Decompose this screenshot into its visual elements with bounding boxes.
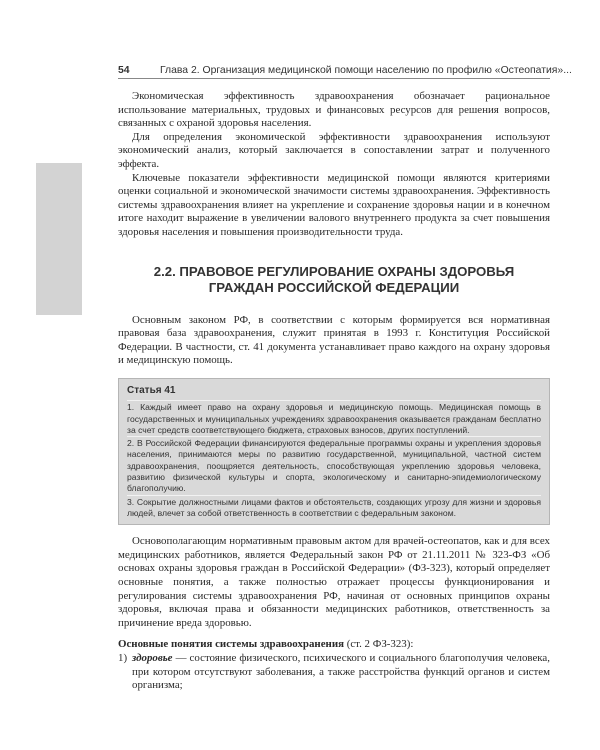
header-rule bbox=[118, 78, 550, 79]
paragraph: Экономическая эффективность здравоохранения обозначает рациональное использование материальных, трудовых и финансовых ресурсов для решения вопросов, связанных с охраной здоровья населения. bbox=[118, 90, 550, 130]
definition-text: — состояние физического, психического и социального благополучия человека, при котором отсутствуют заболевания, а также расстройства функций органов и систем организма; bbox=[132, 651, 550, 692]
article-box-item: 1. Каждый имеет право на охрану здоровья и медицинскую помощь. Медицинская помощь в государственных и муниципальных учреждениях здравоохранения оказывается гражданам бесплатно за счет средств соответствующего бюджета, страховых взносов, других поступлений. bbox=[127, 402, 541, 435]
page-number: 54 bbox=[118, 65, 130, 76]
definition-term: здоровье bbox=[132, 651, 173, 664]
article-41-box bbox=[118, 378, 550, 525]
paragraph: Основополагающим нормативным правовым актом для врачей-остеопатов, как и для всех медицинских работников, является Федеральный закон РФ от 21.11.2011 № 323-ФЗ «Об основах охраны здоровья граждан в Российской Федерации» (ФЗ-323), который определяет основные понятия, а также полностью отражает процессы функционирования и регулирования системы здравоохранения РФ, начиная от основных принципов охраны здоровья, включая права и обязанности медицинских работников, ответственность за причинение вреда здоровью. bbox=[118, 535, 550, 629]
section-title bbox=[118, 264, 550, 296]
article-box-title: Статья 41 bbox=[127, 384, 176, 396]
article-box-item: 3. Сокрытие должностными лицами фактов и обстоятельств, создающих угрозу для жизни и здоровья людей, влечет за собой ответственность в соответствии с федеральным законом. bbox=[127, 496, 541, 518]
paragraph: Для определения экономической эффективности здравоохранения используют экономический анализ, который заключается в сопоставлении затрат и полученного эффекта. bbox=[118, 130, 550, 170]
concepts-heading-ref: (ст. 2 ФЗ-323): bbox=[343, 638, 414, 651]
article-box-item: 2. В Российской Федерации финансируются федеральные программы охраны и укрепления здоровья населения, принимаются меры по развитию государственной, муниципальной, частной систем здравоохранения, поощряется деятельность, способствующая укреплению здоровья человека, развитию физической культуры и спорта, экологическому и санитарно-эпидемиологическому благополучию. bbox=[127, 438, 541, 494]
concepts-heading: Основные понятия системы здравоохранения bbox=[118, 638, 344, 651]
chapter-side-tab bbox=[36, 163, 82, 315]
list-item-number: 1) bbox=[118, 651, 128, 664]
page-header bbox=[118, 63, 572, 79]
list-item bbox=[118, 652, 550, 693]
paragraph: Основным законом РФ, в соответствии с которым формируется вся нормативная правовая база здравоохранения, служит принятая в 1993 г. Конституция Российской Федерации. В частности, ст. 41 документа устанавливает право каждого на охрану здоровья и медицинскую помощь. bbox=[118, 313, 550, 367]
concepts-heading-line bbox=[118, 638, 550, 652]
running-title: Глава 2. Организация медицинской помощи населению по профилю «Остеопатия»... bbox=[160, 65, 572, 76]
paragraph: Ключевые показатели эффективности медицинской помощи являются критериями оценки социальной и экономической значимости системы здравоохранения. Эффективность системы здравоохранения влияет на укрепление и сохранение здоровья нации и в конечном итоге находит выражение в увеличении валового внутреннего продукта за счет повышения здоровья населения и повышения производительности труда. bbox=[118, 171, 550, 238]
section-title-line-2: ГРАЖДАН РОССИЙСКОЙ ФЕДЕРАЦИИ bbox=[208, 279, 460, 295]
page-body bbox=[118, 90, 550, 693]
section-title-line-1: 2.2. ПРАВОВОЕ РЕГУЛИРОВАНИЕ ОХРАНЫ ЗДОРОВЬЯ bbox=[153, 263, 515, 279]
